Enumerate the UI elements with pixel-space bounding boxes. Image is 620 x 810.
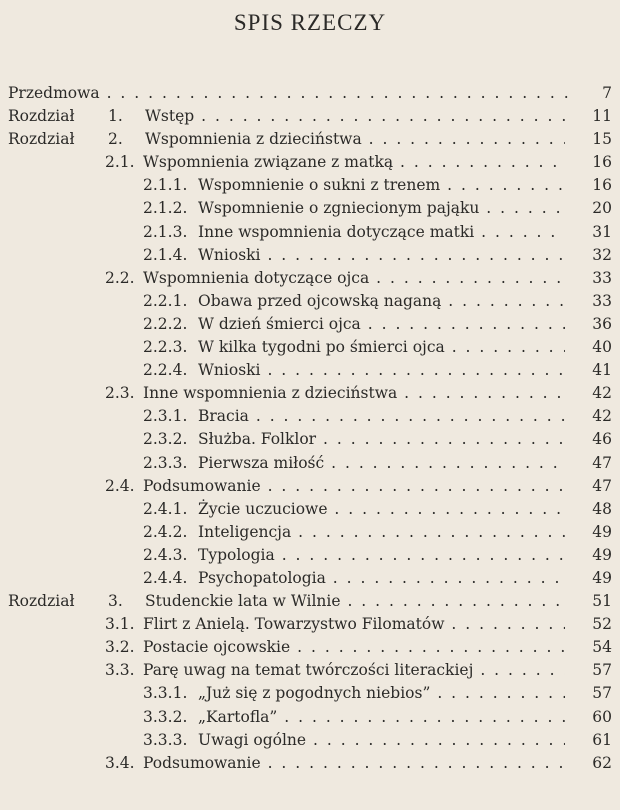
page-number: 15 <box>592 130 612 149</box>
page-number: 32 <box>592 245 612 264</box>
section-number: 2.3. <box>105 384 135 403</box>
page-number: 54 <box>592 638 612 657</box>
toc-row <box>0 706 620 729</box>
section-number: 3.3.3. <box>143 730 188 749</box>
page-number: 49 <box>592 568 612 587</box>
toc-row <box>0 613 620 636</box>
page-number: 40 <box>592 338 612 357</box>
toc-row <box>0 475 620 498</box>
section-number: 2. <box>108 130 123 149</box>
section-title: Podsumowanie . . <box>143 752 565 775</box>
toc-chapter-row <box>0 590 620 613</box>
page-number: 49 <box>592 545 612 564</box>
toc-row <box>0 382 620 405</box>
section-number: 2.4.3. <box>143 545 188 564</box>
toc-row <box>0 659 620 682</box>
section-title: Wspomnienia związane z matką . . <box>143 151 565 174</box>
section-title: Parę uwag na temat twórczości literackiej . . <box>143 659 565 682</box>
section-title: Bracia . . <box>198 405 565 428</box>
section-number: 3.3.1. <box>143 684 188 703</box>
page-number: 42 <box>592 407 612 426</box>
page-number: 62 <box>592 753 612 772</box>
section-number: 2.2.1. <box>143 291 188 310</box>
page-number: 49 <box>592 522 612 541</box>
table-of-contents <box>0 82 620 775</box>
chapter-label: Rozdział <box>8 592 75 611</box>
toc-row <box>0 221 620 244</box>
toc-row <box>0 544 620 567</box>
toc-row <box>0 151 620 174</box>
section-number: 2.2.3. <box>143 338 188 357</box>
page-number: 42 <box>592 384 612 403</box>
toc-row <box>0 752 620 775</box>
page-number: 11 <box>592 107 612 126</box>
section-number: 2.3.3. <box>143 453 188 472</box>
section-title: Wstęp . . <box>145 105 565 128</box>
toc-row <box>0 359 620 382</box>
toc-row <box>0 174 620 197</box>
toc-row <box>0 405 620 428</box>
toc-row <box>0 267 620 290</box>
page-number: 7 <box>602 84 612 102</box>
toc-row <box>0 336 620 359</box>
section-number: 2.2.4. <box>143 361 188 380</box>
toc-chapter-row <box>0 128 620 151</box>
section-number: 3.2. <box>105 638 135 657</box>
page-title: SPIS RZECZY <box>233 10 387 35</box>
section-title: „Już się z pogodnych niebios” . . <box>198 682 565 705</box>
section-title: Podsumowanie . . <box>143 475 565 498</box>
page-number: 31 <box>592 222 612 241</box>
section-title: Wnioski . . <box>198 359 565 382</box>
page-number: 61 <box>592 730 612 749</box>
section-title: Inne wspomnienia z dzieciństwa . . <box>143 382 565 405</box>
toc-row <box>0 498 620 521</box>
section-title: W kilka tygodni po śmierci ojca . . <box>198 336 565 359</box>
section-number: 2.2.2. <box>143 314 188 333</box>
page-number: 51 <box>592 592 612 611</box>
toc-row <box>0 729 620 752</box>
section-number: 3.1. <box>105 615 135 634</box>
section-number: 2.4.2. <box>143 522 188 541</box>
page-number: 57 <box>592 684 612 703</box>
section-number: 2.4.4. <box>143 568 188 587</box>
toc-row <box>0 521 620 544</box>
section-title: Psychopatologia . . <box>198 567 565 590</box>
toc-row <box>0 428 620 451</box>
toc-row <box>0 244 620 267</box>
page-number: 52 <box>592 615 612 634</box>
section-title: Inteligencja . . <box>198 521 565 544</box>
section-number: 3.4. <box>105 753 135 772</box>
page-number: 48 <box>592 499 612 518</box>
section-title: Wspomnienia dotyczące ojca . . <box>143 267 565 290</box>
toc-row <box>0 636 620 659</box>
toc-row <box>0 313 620 336</box>
page-number: 20 <box>592 199 612 218</box>
toc-row <box>0 567 620 590</box>
page-number: 47 <box>592 476 612 495</box>
section-number: 2.3.1. <box>143 407 188 426</box>
section-number: 3. <box>108 592 123 611</box>
section-number: 2.3.2. <box>143 430 188 449</box>
toc-row <box>0 682 620 705</box>
section-title: Służba. Folklor . . <box>198 428 565 451</box>
section-number: 2.1.2. <box>143 199 188 218</box>
page-number: 33 <box>592 268 612 287</box>
toc-row <box>0 197 620 220</box>
section-number: 2.1.4. <box>143 245 188 264</box>
page-number: 36 <box>592 314 612 333</box>
page-number: 46 <box>592 430 612 449</box>
section-title: Wnioski . . <box>198 244 565 267</box>
section-title: Wspomnienie o zgniecionym pająku . . <box>198 197 565 220</box>
section-number: 3.3. <box>105 661 135 680</box>
section-title: Wspomnienia z dzieciństwa . . <box>145 128 565 151</box>
section-number: 2.1. <box>105 153 135 172</box>
toc-row <box>0 452 620 475</box>
chapter-label: Rozdział <box>8 107 75 126</box>
section-title: Uwagi ogólne . . <box>198 729 565 752</box>
chapter-label: Rozdział <box>8 130 75 149</box>
section-title: Typologia . . <box>198 544 565 567</box>
section-title: Pierwsza miłość . . <box>198 452 565 475</box>
page-number: 47 <box>592 453 612 472</box>
section-title: Wspomnienie o sukni z trenem . . <box>198 174 565 197</box>
toc-row <box>0 290 620 313</box>
page-number: 57 <box>592 661 612 680</box>
section-title: Przedmowa . . <box>8 82 568 105</box>
section-title: Flirt z Anielą. Towarzystwo Filomatów . . <box>143 613 565 636</box>
page-number: 16 <box>592 176 612 195</box>
section-number: 2.1.3. <box>143 222 188 241</box>
toc-row <box>0 82 620 105</box>
section-title: Życie uczuciowe . . <box>198 498 565 521</box>
page-number: 60 <box>592 707 612 726</box>
section-number: 2.4.1. <box>143 499 188 518</box>
page-number: 16 <box>592 153 612 172</box>
section-title: W dzień śmierci ojca . . <box>198 313 565 336</box>
page-number: 41 <box>592 361 612 380</box>
section-title: Postacie ojcowskie . . <box>143 636 565 659</box>
section-number: 2.4. <box>105 476 135 495</box>
section-title: Studenckie lata w Wilnie . . <box>145 590 565 613</box>
section-number: 3.3.2. <box>143 707 188 726</box>
section-number: 2.2. <box>105 268 135 287</box>
page-number: 33 <box>592 291 612 310</box>
section-title: Obawa przed ojcowską naganą . . <box>198 290 565 313</box>
section-title: „Kartofla” . . <box>198 706 565 729</box>
section-number: 1. <box>108 107 123 126</box>
section-title: Inne wspomnienia dotyczące matki . . <box>198 221 565 244</box>
toc-chapter-row <box>0 105 620 128</box>
section-number: 2.1.1. <box>143 176 188 195</box>
